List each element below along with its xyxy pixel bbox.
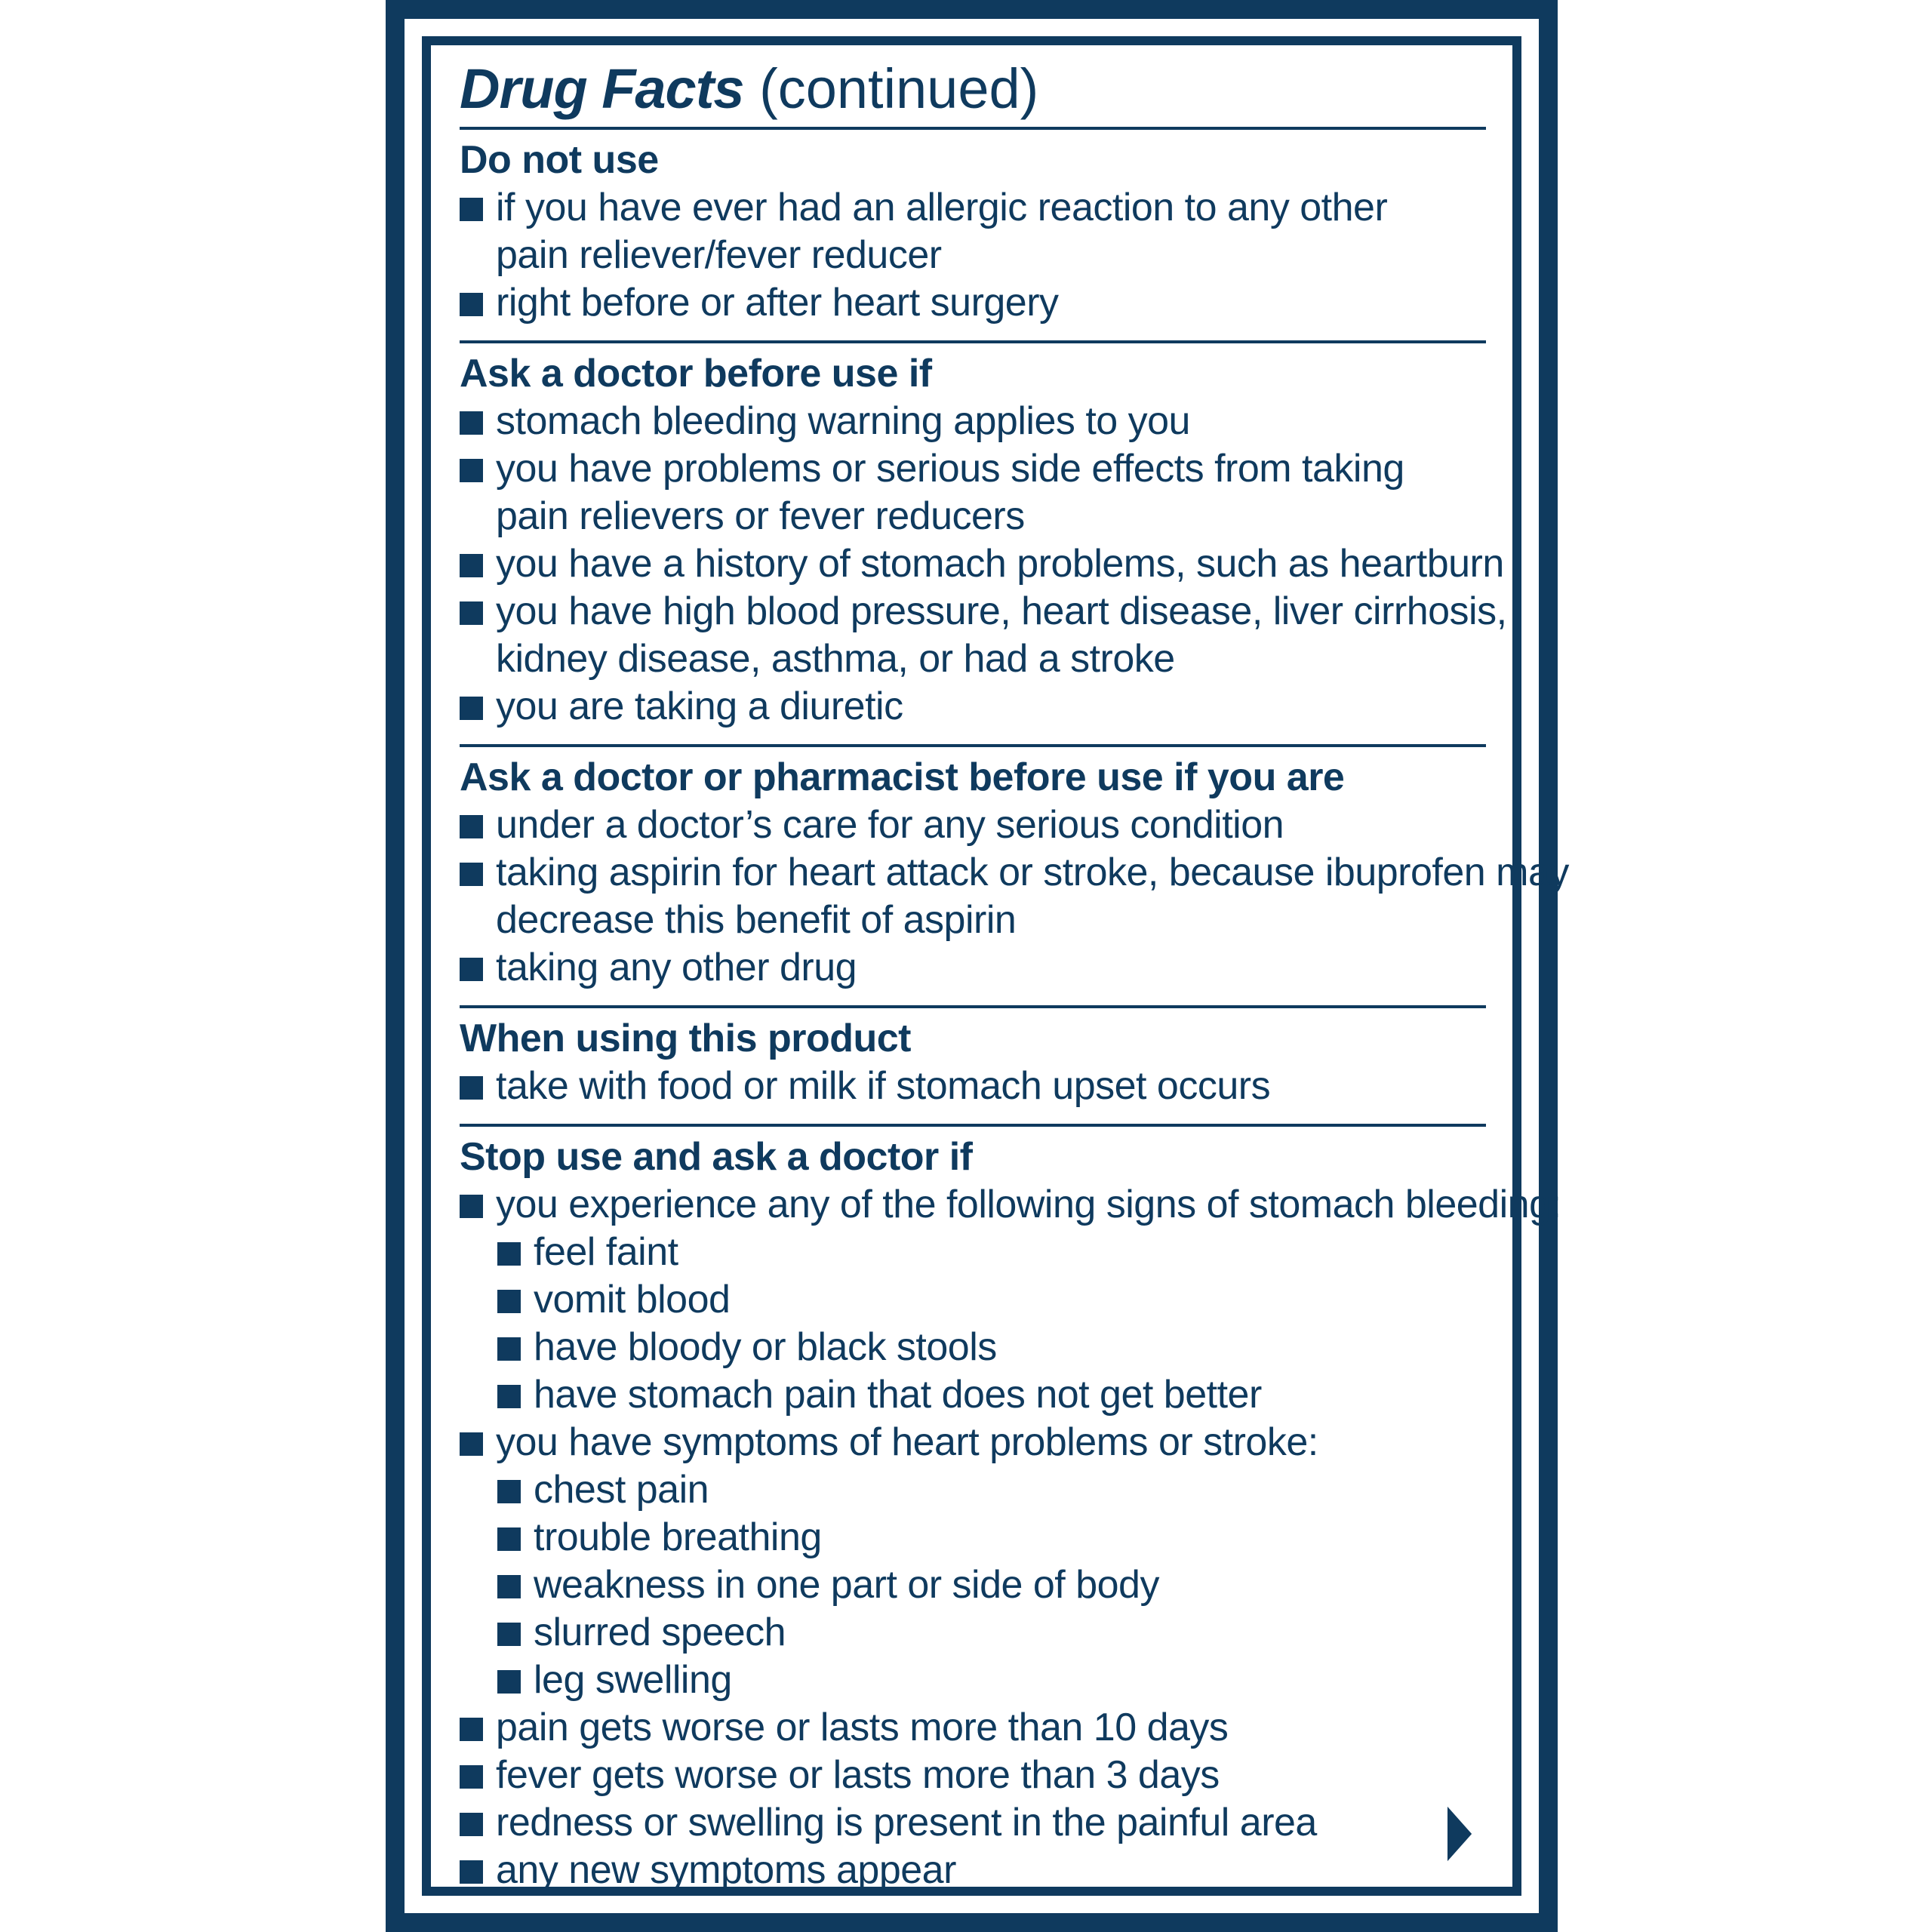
item-text-line: you have high blood pressure, heart disease, liver cirrhosis, [496, 589, 1507, 633]
section-heading: Do not use [460, 138, 659, 182]
square-bullet-icon [497, 1337, 521, 1361]
square-bullet-icon [460, 1718, 483, 1741]
item-text-line: fever gets worse or lasts more than 3 days [496, 1753, 1220, 1797]
item-text-line: you have symptoms of heart problems or stroke: [496, 1420, 1318, 1464]
square-bullet-icon [460, 1765, 483, 1789]
drug-facts-panel [386, 0, 1569, 1932]
section-heading: Stop use and ask a doctor if [460, 1135, 973, 1179]
sub-list-item [460, 1324, 1486, 1371]
item-text-line: decrease this benefit of aspirin [496, 898, 1017, 942]
item-text-line: pain relievers or fever reducers [496, 494, 1025, 538]
list-item [460, 588, 1507, 683]
list-item [460, 445, 1486, 540]
sub-list-item [460, 1514, 1486, 1561]
list-item [460, 184, 1486, 279]
square-bullet-icon [460, 1195, 483, 1218]
title-sub: (continued) [759, 57, 1039, 120]
sub-list-item [460, 1609, 1486, 1657]
item-text-line: right before or after heart surgery [496, 281, 1059, 325]
item-text-line: you have problems or serious side effects from taking [496, 447, 1404, 491]
item-text-line: stomach bleeding warning applies to you [496, 399, 1190, 443]
list-item [460, 683, 1486, 731]
item-text-line: weakness in one part or side of body [534, 1563, 1159, 1607]
list-item [460, 1799, 1486, 1847]
list-item [460, 1419, 1486, 1466]
section [460, 340, 1507, 744]
item-text-line: vomit blood [534, 1278, 731, 1321]
sections-container [460, 127, 1569, 1908]
list-item [460, 849, 1569, 944]
drug-facts-content [460, 51, 1569, 1908]
item-text-line: if you have ever had an allergic reaction to any other [496, 186, 1388, 229]
section [460, 127, 1486, 340]
square-bullet-icon [460, 198, 483, 221]
item-text-line: you experience any of the following signs of stomach bleeding: [496, 1183, 1561, 1226]
square-bullet-icon [497, 1623, 521, 1646]
sub-list-item [460, 1229, 1486, 1276]
square-bullet-icon [497, 1527, 521, 1551]
square-bullet-icon [460, 863, 483, 886]
item-text-line: taking any other drug [496, 946, 857, 989]
item-text-line: pain reliever/fever reducer [496, 233, 942, 277]
section-heading: When using this product [460, 1017, 912, 1060]
square-bullet-icon [460, 411, 483, 435]
square-bullet-icon [460, 1076, 483, 1100]
square-bullet-icon [497, 1290, 521, 1313]
list-item [460, 1704, 1486, 1752]
list-item [460, 279, 1486, 327]
square-bullet-icon [497, 1385, 521, 1408]
item-text-line: slurred speech [534, 1611, 786, 1654]
sub-list-item [460, 1561, 1486, 1609]
square-bullet-icon [460, 554, 483, 577]
sub-list-item [460, 1371, 1486, 1419]
section-heading: Ask a doctor before use if [460, 352, 932, 395]
sub-list-item [460, 1276, 1486, 1324]
continue-arrow-icon [1444, 1804, 1475, 1864]
item-text-line: have stomach pain that does not get better [534, 1373, 1262, 1417]
item-text-line: you have a history of stomach problems, such as heartburn [496, 542, 1504, 586]
square-bullet-icon [460, 1860, 483, 1884]
item-text-line: take with food or milk if stomach upset occurs [496, 1064, 1271, 1108]
square-bullet-icon [460, 697, 483, 720]
square-bullet-icon [460, 601, 483, 625]
item-text-line: any new symptoms appear [496, 1848, 956, 1892]
square-bullet-icon [497, 1480, 521, 1503]
square-bullet-icon [460, 1432, 483, 1456]
item-text-line: feel faint [534, 1230, 678, 1274]
section-heading: Ask a doctor or pharmacist before use if you are [460, 755, 1345, 799]
sub-list-item [460, 1466, 1486, 1514]
square-bullet-icon [497, 1575, 521, 1598]
list-item [460, 1752, 1486, 1799]
section [460, 1124, 1561, 1908]
square-bullet-icon [497, 1670, 521, 1694]
page-title [460, 51, 1486, 127]
item-text-line: trouble breathing [534, 1515, 822, 1559]
item-text-line: taking aspirin for heart attack or stroke, because ibuprofen may [496, 851, 1569, 894]
list-item [460, 944, 1486, 992]
square-bullet-icon [460, 815, 483, 838]
sub-list-item [460, 1657, 1486, 1704]
item-text-line: kidney disease, asthma, or had a stroke [496, 637, 1175, 681]
square-bullet-icon [460, 293, 483, 316]
item-text-line: you are taking a diuretic [496, 685, 903, 728]
title-main: Drug Facts [460, 57, 744, 120]
section [460, 744, 1569, 1005]
item-text-line: leg swelling [534, 1658, 732, 1702]
square-bullet-icon [460, 459, 483, 482]
section [460, 1005, 1486, 1124]
list-item [460, 801, 1486, 849]
square-bullet-icon [497, 1242, 521, 1266]
list-item [460, 398, 1486, 445]
list-item [460, 540, 1504, 588]
item-text-line: have bloody or black stools [534, 1325, 997, 1369]
list-item [460, 1063, 1486, 1110]
item-text-line: under a doctor’s care for any serious condition [496, 803, 1284, 847]
square-bullet-icon [460, 958, 483, 981]
item-text-line: redness or swelling is present in the painful area [496, 1801, 1317, 1844]
list-item [460, 1181, 1561, 1229]
item-text-line: chest pain [534, 1468, 709, 1512]
item-text-line: pain gets worse or lasts more than 10 days [496, 1706, 1229, 1749]
list-item [460, 1847, 1486, 1894]
square-bullet-icon [460, 1813, 483, 1836]
